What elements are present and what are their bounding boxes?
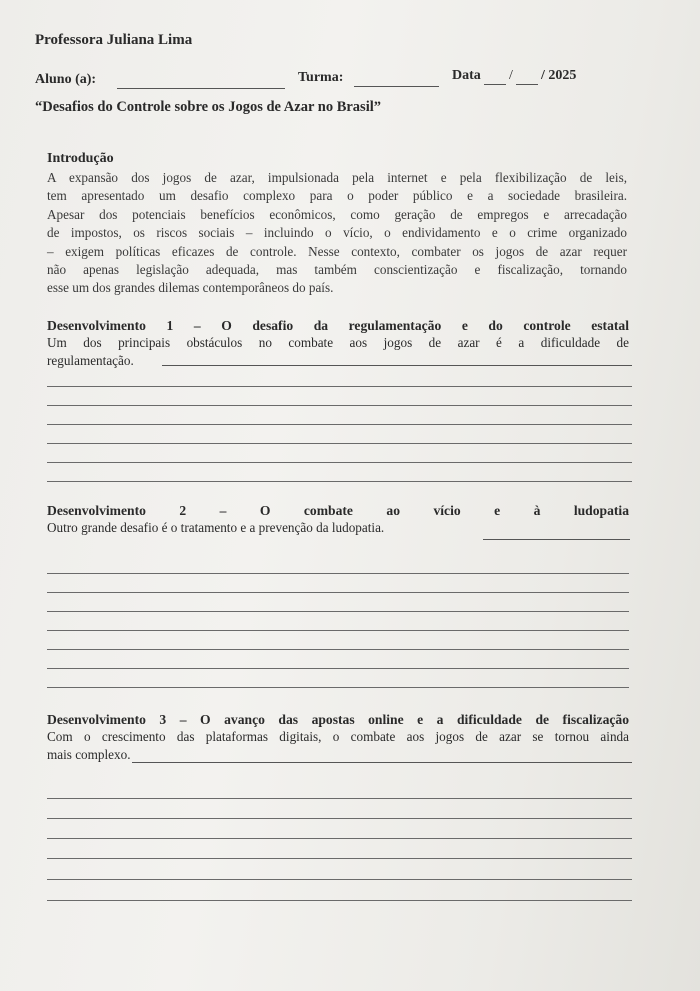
development-3-prompt-line2: mais complexo. [47, 747, 131, 762]
development-1-heading: Desenvolvimento 1 – O desafio da regulamentação e do controle estatal [47, 318, 629, 333]
development-3-answer-line[interactable] [47, 858, 632, 859]
development-1-answer-line[interactable] [47, 386, 632, 387]
intro-paragraph [47, 169, 627, 298]
date-year: / 2025 [541, 68, 577, 83]
development-2-answer-line[interactable] [47, 649, 629, 650]
teacher-name: Professora Juliana Lima [35, 32, 193, 48]
development-3-prompt-line1: Com o crescimento das plataformas digitais, o combate aos jogos de azar se tornou ainda [47, 729, 629, 744]
intro-line: de impostos, os riscos sociais – incluindo o vício, o endividamento e o crime organizado [47, 225, 627, 241]
development-1-answer-line[interactable] [47, 481, 632, 482]
development-2-answer-line[interactable] [47, 668, 629, 669]
date-separator: / [509, 68, 513, 83]
intro-line: – exigem políticas eficazes de controle. Nesse contexto, combater os jogos de azar requer [47, 243, 627, 259]
class-field[interactable] [354, 86, 439, 87]
development-1-answer-line[interactable] [47, 405, 632, 406]
development-3-section [47, 712, 629, 764]
development-1-prompt-line1: Um dos principais obstáculos no combate aos jogos de azar é a dificuldade de [47, 335, 629, 350]
development-2-answer-line[interactable] [47, 630, 629, 631]
development-3-answer-line[interactable] [47, 838, 632, 839]
development-1-answer-line[interactable] [47, 424, 632, 425]
intro-line: não apenas legislação adequada, mas também conscientização e fiscalização, tornando [47, 262, 627, 278]
development-2-answer-line[interactable] [47, 573, 629, 574]
development-3-answer-line[interactable] [47, 900, 632, 901]
intro-line: tem apresentado um desafio complexo para o poder público e a sociedade brasileira. [47, 188, 627, 204]
development-2-prompt-line1: Outro grande desafio é o tratamento e a prevenção da ludopatia. [47, 520, 385, 535]
development-1-inline-answer-line[interactable] [162, 365, 632, 366]
development-3-answer-line[interactable] [47, 798, 632, 799]
development-2-answer-line[interactable] [47, 592, 629, 593]
development-1-answer-line[interactable] [47, 462, 632, 463]
student-name-field[interactable] [117, 88, 285, 89]
development-3-inline-answer-line[interactable] [132, 762, 632, 763]
development-1-section [47, 318, 629, 370]
development-3-heading: Desenvolvimento 3 – O avanço das apostas online e a dificuldade de fiscalização [47, 712, 629, 727]
intro-heading: Introdução [47, 151, 114, 166]
intro-line: Apesar dos potenciais benefícios econômicos, como geração de empregos e arrecadação [47, 206, 627, 222]
intro-line: esse um dos grandes dilemas contemporâneos do país. [47, 280, 334, 296]
development-1-prompt-line2: regulamentação. [47, 353, 134, 368]
development-2-inline-answer-line[interactable] [483, 539, 630, 540]
date-month-field[interactable] [516, 84, 538, 85]
development-3-answer-line[interactable] [47, 818, 632, 819]
development-3-answer-line[interactable] [47, 879, 632, 880]
development-1-answer-line[interactable] [47, 443, 632, 444]
development-2-answer-line[interactable] [47, 687, 629, 688]
worksheet-title: “Desafios do Controle sobre os Jogos de Azar no Brasil” [35, 99, 381, 115]
class-label: Turma: [298, 70, 344, 85]
date-day-field[interactable] [484, 84, 506, 85]
development-2-answer-line[interactable] [47, 611, 629, 612]
development-2-section [47, 503, 629, 537]
student-label: Aluno (a): [35, 72, 97, 87]
date-label: Data [452, 68, 481, 83]
development-2-heading: Desenvolvimento 2 – O combate ao vício e à ludopatia [47, 503, 629, 518]
intro-line: A expansão dos jogos de azar, impulsionada pela internet e pela flexibilização de leis, [47, 170, 627, 185]
